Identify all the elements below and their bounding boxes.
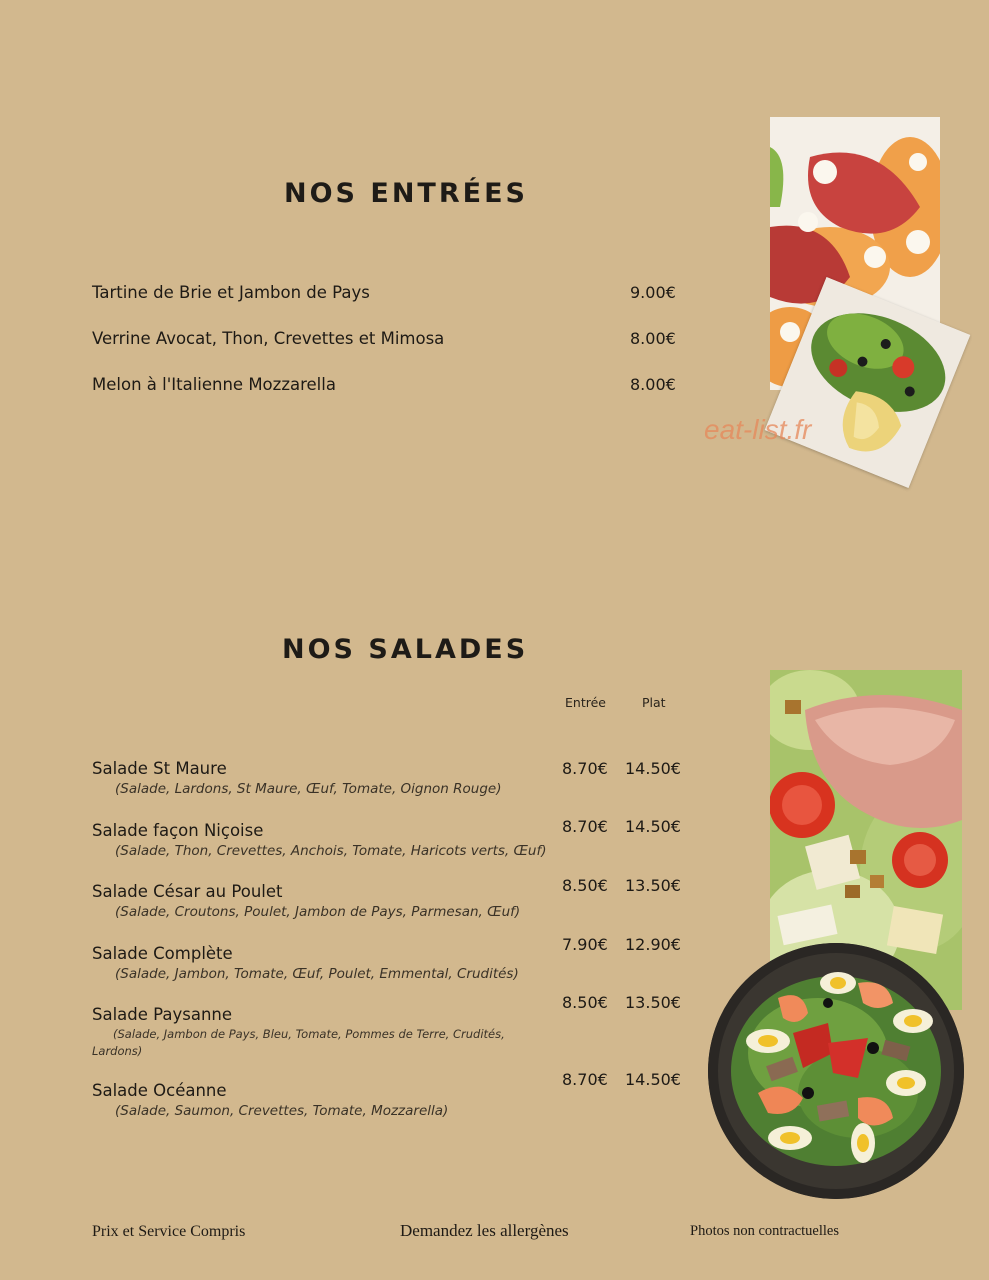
salade-price-plat: 14.50€ <box>625 759 681 778</box>
salade-price-entree: 8.50€ <box>562 993 608 1012</box>
column-header-plat: Plat <box>642 695 666 710</box>
salade-item-desc: Lardons) <box>92 1044 143 1058</box>
salade-price-entree: 8.70€ <box>562 1070 608 1089</box>
entree-item-price: 8.00€ <box>630 329 676 348</box>
footer-photos: Photos non contractuelles <box>690 1223 840 1239</box>
salades-title: NOS SALADES <box>282 634 529 665</box>
salade-item-desc: (Salade, Croutons, Poulet, Jambon de Pays, Parmesan, Œuf) <box>115 904 521 920</box>
salade-item-name: Salade César au Poulet <box>92 882 283 901</box>
salade-price-plat: 12.90€ <box>625 935 681 954</box>
salade-item-name: Salade façon Niçoise <box>92 821 264 840</box>
salade-price-plat: 13.50€ <box>625 993 681 1012</box>
salade-item-desc: (Salade, Thon, Crevettes, Anchois, Tomate, Haricots verts, Œuf) <box>115 843 547 859</box>
salade-item-name: Salade Complète <box>92 944 233 963</box>
entrees-title: NOS ENTRÉES <box>284 178 528 209</box>
salade-price-plat: 13.50€ <box>625 876 681 895</box>
salade-item-desc: (Salade, Jambon, Tomate, Œuf, Poulet, Emmental, Crudités) <box>115 966 519 982</box>
footer-allergenes: Demandez les allergènes <box>400 1221 569 1240</box>
salade-price-entree: 8.70€ <box>562 759 608 778</box>
salade-price-entree: 8.70€ <box>562 817 608 836</box>
entree-item-price: 8.00€ <box>630 375 676 394</box>
salade-price-plat: 14.50€ <box>625 817 681 836</box>
salade-item-name: Salade Paysanne <box>92 1005 233 1024</box>
entree-item-name: Verrine Avocat, Thon, Crevettes et Mimosa <box>92 329 445 348</box>
salad-nicoise-photo <box>708 943 964 1199</box>
salade-item-name: Salade Océanne <box>92 1081 227 1100</box>
entree-item-name: Tartine de Brie et Jambon de Pays <box>92 283 370 302</box>
salade-price-entree: 8.50€ <box>562 876 608 895</box>
salade-price-entree: 7.90€ <box>562 935 608 954</box>
salade-item-desc: (Salade, Jambon de Pays, Bleu, Tomate, Pommes de Terre, Crudités, <box>113 1027 505 1041</box>
column-header-entree: Entrée <box>565 695 606 710</box>
footer-prix-service: Prix et Service Compris <box>92 1223 246 1240</box>
salade-item-name: Salade St Maure <box>92 759 227 778</box>
watermark: eat-list.fr <box>704 414 812 445</box>
salade-price-plat: 14.50€ <box>625 1070 681 1089</box>
entree-item-price: 9.00€ <box>630 283 676 302</box>
salade-item-desc: (Salade, Lardons, St Maure, Œuf, Tomate, Oignon Rouge) <box>115 781 502 797</box>
entree-item-name: Melon à l'Italienne Mozzarella <box>92 375 336 394</box>
salade-item-desc: (Salade, Saumon, Crevettes, Tomate, Mozzarella) <box>115 1103 449 1119</box>
